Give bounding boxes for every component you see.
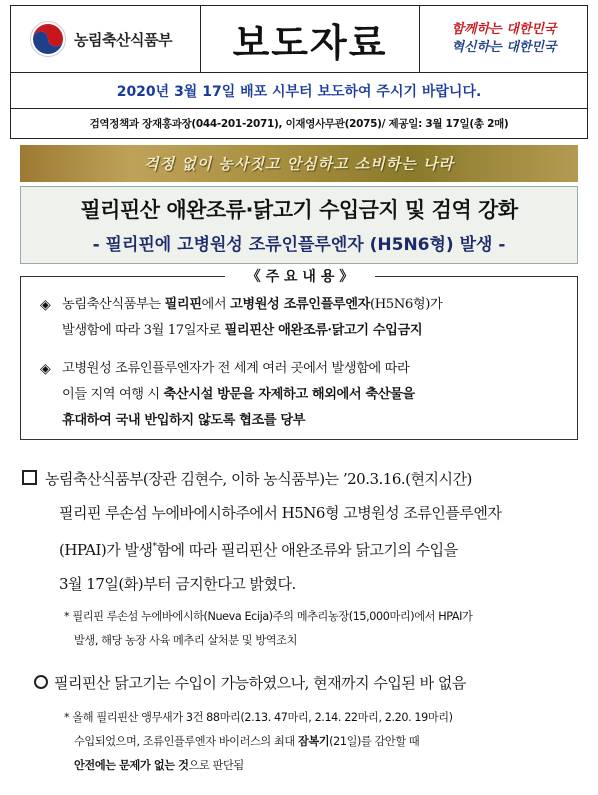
key1-text-e: (H5N6형)가 (369, 297, 443, 312)
slogan-line-1: 함께하는 대한민국 (451, 22, 557, 37)
key1-text-b: 필리핀 (164, 297, 202, 312)
slogan-banner (20, 145, 578, 182)
p1-line2: 필리핀 루손섬 누에바에시하주에서 H5N6형 고병원성 조류인플루엔자 (59, 504, 502, 522)
checkbox-square-icon (22, 470, 37, 485)
key2-line3: 휴대하여 국내 반입하지 않도록 협조를 당부 (62, 413, 306, 428)
key1-text-c: 에서 (201, 297, 231, 312)
circle-bullet-icon (34, 675, 48, 689)
key2-line2a: 이들 지역 여행 시 (62, 387, 164, 402)
p1-line3b: 함에 따라 필리핀산 애완조류와 닭고기의 수입을 (156, 541, 458, 559)
footnote-2 (64, 706, 589, 778)
contact-info: 검역정책과 장재홍과장(044-201-2071), 이재영사무관(2075)/ 제공일: 3월 17일(총 2매) (89, 118, 509, 130)
note2-line3a: 안전에는 문제가 없는 것 (74, 759, 189, 772)
footnote-mark: * (152, 542, 157, 552)
note2-line2b: 잠복기 (297, 735, 330, 748)
note2-line1: * 올해 필리핀산 앵무새가 3건 88마리(2.13. 47마리, 2.14. 22마리, 2.20. 19마리) (64, 711, 453, 724)
p1-line3a: (HPAI)가 발생 (59, 541, 153, 559)
key1-text-f: 발생함에 따라 3월 17일자로 (62, 323, 225, 338)
ministry-logo (10, 5, 200, 73)
key1-text-g: 필리핀산 애완조류·닭고기 수입금지 (224, 323, 423, 338)
banner-text: 걱정 없이 농사짓고 안심하고 소비하는 나라 (144, 155, 454, 173)
key-item-2 (40, 356, 565, 434)
release-notice: 2020년 3월 17일 배포 시부터 보도하여 주시기 바랍니다. (116, 83, 482, 100)
p1-line4: 3월 17일(화)부터 금지한다고 밝혔다. (59, 575, 296, 593)
key-contents-label: 《 주 요 내 용 》 (225, 266, 375, 286)
ministry-name: 농림축산식품부 (74, 30, 172, 49)
key1-text-a: 농림축산식품부는 (62, 297, 165, 312)
doc-title-box (200, 5, 420, 73)
key2-line1: 고병원성 조류인플루엔자가 전 세계 여러 곳에서 발생함에 따라 (62, 361, 410, 376)
release-notice-row (10, 73, 588, 109)
footnote-1 (64, 605, 589, 653)
slogan-line-2: 혁신하는 대한민국 (451, 40, 557, 55)
body-paragraph-2 (34, 672, 589, 693)
note2-line2c: (21일)를 감안할 때 (329, 735, 420, 748)
diamond-bullet-icon: ◈ (40, 297, 51, 313)
note2-line2a: 수입되었으며, 조류인플루엔자 바이러스의 최대 (74, 735, 298, 748)
headline-subtitle: - 필리핀에 고병원성 조류인플루엔자 (H5N6형) 발생 - (92, 235, 506, 255)
taegeuk-icon (30, 21, 66, 57)
contact-row (10, 109, 588, 139)
slogan-logo (420, 5, 588, 73)
note1-line1: * 필리핀 루손섬 누에바에시하(Nueva Ecija)주의 메추리농장(15,000마리)에서 HPAI가 (64, 610, 473, 623)
diamond-bullet-icon: ◈ (40, 361, 51, 377)
body-paragraph-1 (22, 462, 582, 601)
note1-line2: 발생, 해당 농장 사육 메추리 살처분 및 방역조치 (74, 634, 297, 647)
headline-title: 필리핀산 애완조류·닭고기 수입금지 및 검역 강화 (80, 198, 518, 222)
doc-title: 보도자료 (232, 20, 388, 65)
p2-text: 필리핀산 닭고기는 수입이 가능하였으나, 현재까지 수입된 바 없음 (54, 674, 466, 692)
key2-line2b: 축산시설 방문을 자제하고 해외에서 축산물을 (163, 387, 415, 402)
key-item-1 (40, 292, 565, 344)
note2-line3b: 으로 판단됨 (188, 759, 244, 772)
key1-text-d: 고병원성 조류인플루엔자 (230, 297, 370, 312)
p1-line1: 농림축산식품부(장관 김현수, 이하 농식품부)는 ’20.3.16.(현지시간) (45, 470, 472, 488)
